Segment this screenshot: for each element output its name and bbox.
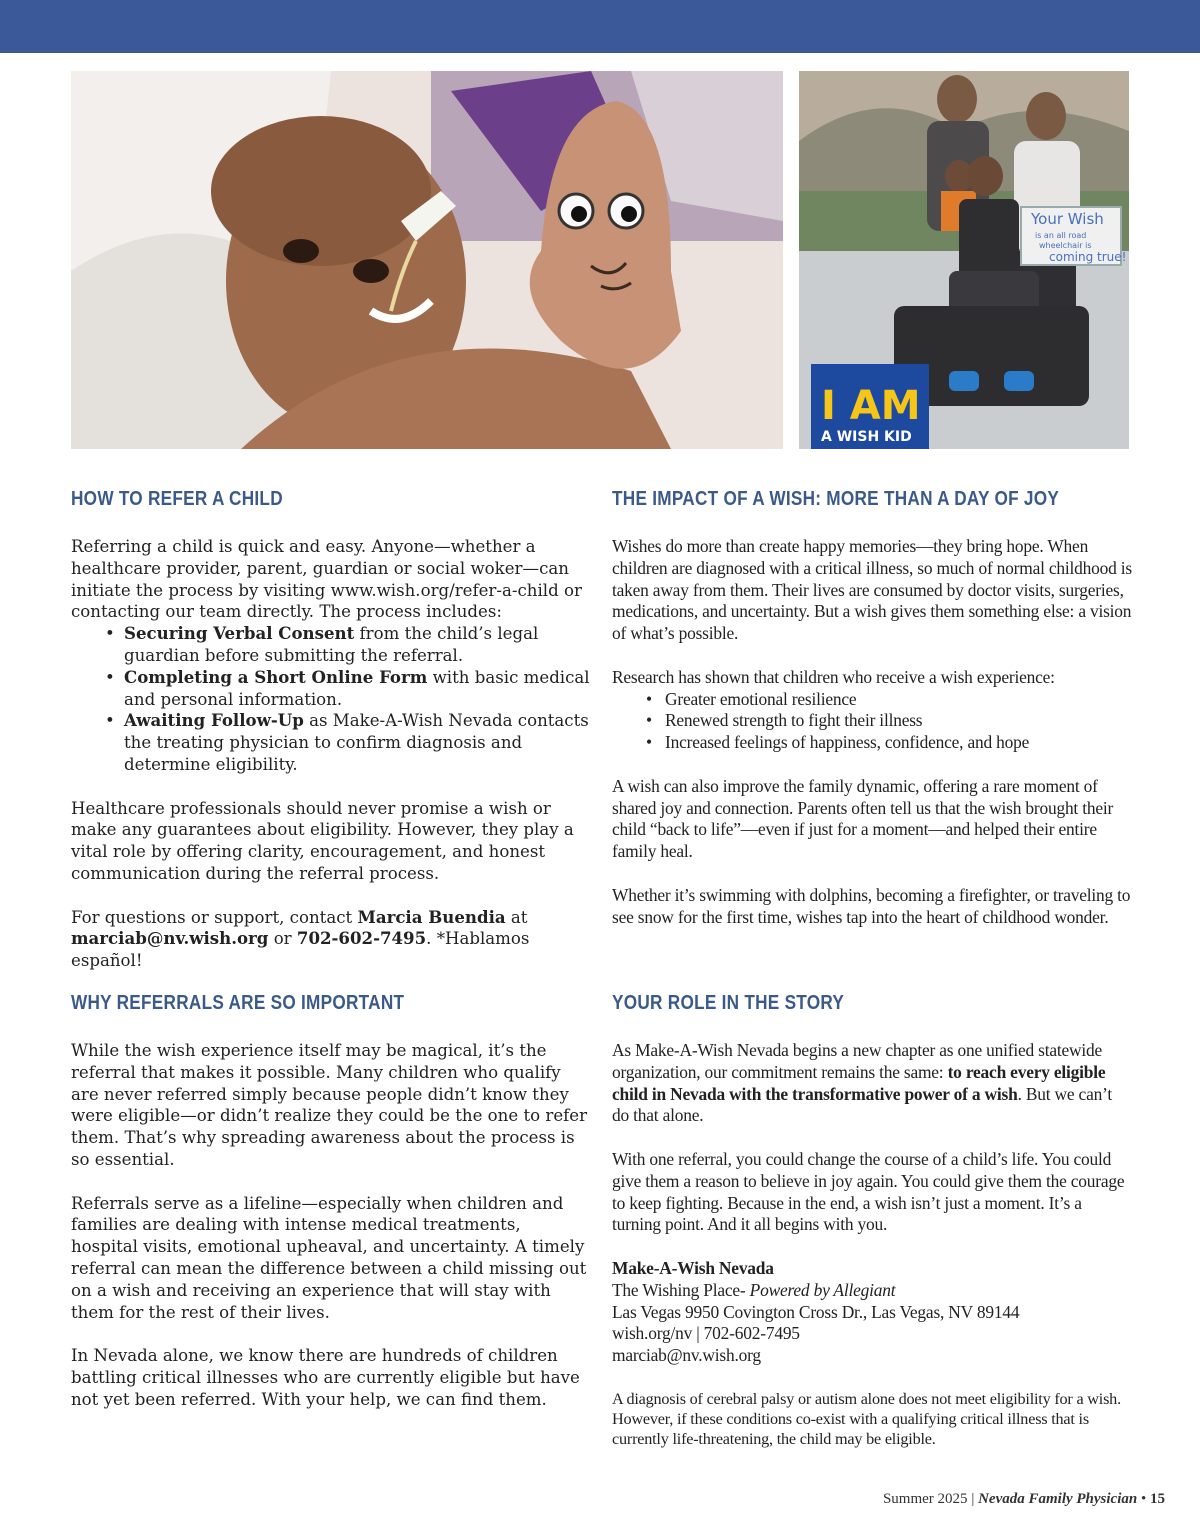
list-item: • Renewed strength to fight their illness (665, 710, 1132, 732)
how-to-refer-section (71, 536, 591, 972)
impact-para3: A wish can also improve the family dynamic, offering a rare moment of shared joy and connection. Parents often tell us that the wish brought their child “back to life”—even if just for a moment—and helped their entire family heal. (612, 775, 1114, 862)
role-section (612, 1040, 1132, 1449)
org-email[interactable]: marciab@nv.wish.org (612, 1345, 761, 1366)
org-address: Las Vegas 9950 Covington Cross Dr., Las Vegas, NV 89144 (612, 1301, 1020, 1322)
eligibility-note: A diagnosis of cerebral palsy or autism alone does not meet eligibility for a wish. However, if these conditions co-exist with a qualifying critical illness that is currently life-threatening, the child may be eligible. (612, 1389, 1121, 1448)
footer-season: Summer 2025 (882, 1491, 968, 1507)
list-item: • Awaiting Follow-Up as Make-A-Wish Nevada contacts the treating physician to confirm diagnosis and determine eligibility. (124, 710, 591, 775)
i-am-banner-small: A WISH KID (821, 429, 912, 445)
footer-publication: Nevada Family Physician (978, 1491, 1138, 1507)
list-item: • Securing Verbal Consent from the child’s legal guardian before submitting the referral. (124, 623, 591, 667)
why-referrals-section (71, 1040, 591, 1411)
org-web-phone[interactable]: wish.org/nv | 702-602-7495 (612, 1323, 800, 1344)
page-number: 15 (1150, 1491, 1165, 1507)
org-place: The Wishing Place- Powered by Allegiant (612, 1279, 896, 1300)
role-para2: With one referral, you could change the course of a child’s life. You could give them a reason to believe in joy again. You could give them the courage to keep fighting. Because in the end, a wish isn’t just a moment. It’s a turning point. And it all begins with you. (612, 1148, 1125, 1235)
family-wish-photo (799, 71, 1129, 449)
svg-text:wheelchair is: wheelchair is (1039, 241, 1092, 250)
impact-section (612, 536, 1132, 928)
contact-phone[interactable]: 702-602-7495 (296, 928, 427, 949)
why-referrals-para1: While the wish experience itself may be magical, it’s the referral that makes it possible. Many children who qualify are never referred simply because people didn’t know they were eligible—or didn’t realize they could be the one to refer them. That’s why spreading awareness about the process is so essential. (71, 1041, 588, 1169)
page-footer (883, 1491, 1165, 1508)
svg-text:Your Wish: Your Wish (1031, 210, 1104, 228)
how-to-refer-para2: Healthcare professionals should never promise a wish or make any guarantees about eligibility. However, they play a vital role by offering clarity, encouragement, and honest communication during the referral process. (71, 798, 574, 883)
role-title: YOUR ROLE IN THE STORY (612, 992, 845, 1014)
why-referrals-para2: Referrals serve as a lifeline—especially when children and families are dealing with intense medical treatments, hospital visits, emotional upheaval, and uncertainty. A timely referral can mean the difference between a child missing out on a wish and receiving an experience that will stay with them for the rest of their lives. (71, 1193, 587, 1322)
wish-benefits-list (612, 689, 1132, 754)
top-banner (0, 0, 1200, 53)
impact-research-lead: Research has shown that children who receive a wish experience: (612, 666, 1055, 687)
role-para1: As Make-A-Wish Nevada begins a new chapter as one unified statewide organization, our commitment remains the same: to reach every eligible child in Nevada with the transformative power of a wish. But we can’t do that alone. (612, 1040, 1112, 1126)
contact-name: Marcia Buendia (357, 906, 506, 927)
impact-para4: Whether it’s swimming with dolphins, becoming a firefighter, or traveling to see snow for the first time, wishes tap into the heart of childhood wonder. (612, 884, 1131, 927)
how-to-refer-title: HOW TO REFER A CHILD (71, 488, 283, 510)
how-to-refer-intro: Referring a child is quick and easy. Anyone—whether a healthcare provider, parent, guardian or social woker—can initiate the process by visiting www.wish.org/refer-a-child or contacting our team directly. The process includes: (71, 537, 582, 622)
list-item: • Completing a Short Online Form with basic medical and personal information. (124, 667, 591, 711)
list-item: • Greater emotional resilience (665, 689, 1132, 711)
contact-email-link[interactable]: marciab@nv.wish.org (71, 928, 269, 949)
footer-separator: | (971, 1491, 975, 1507)
contact-paragraph: For questions or support, contact Marcia Buendia at marciab@nv.wish.org or 702-602-7495. *Hablamos español! (71, 906, 530, 971)
referral-steps-list (71, 623, 591, 776)
impact-para1: Wishes do more than create happy memories—they bring hope. When children are diagnosed with a critical illness, so much of normal childhood is taken away from them. Their lives are consumed by doctor visits, surgeries, medications, and uncertainty. But a wish gives them something else: a vision of what’s possible. (612, 536, 1132, 644)
why-referrals-title: WHY REFERRALS ARE SO IMPORTANT (71, 992, 405, 1014)
svg-text:coming true!: coming true! (1049, 250, 1127, 264)
i-am-banner-big: I AM (821, 383, 921, 429)
org-name: Make-A-Wish Nevada (612, 1257, 774, 1278)
impact-title: THE IMPACT OF A WISH: MORE THAN A DAY OF JOY (612, 488, 1060, 510)
footer-bullet: • (1140, 1491, 1147, 1507)
why-referrals-para3: In Nevada alone, we know there are hundreds of children battling critical illnesses who are currently eligible but have not yet been referred. With your help, we can find them. (71, 1346, 580, 1409)
child-hospital-photo (71, 71, 783, 449)
svg-text:is an all road: is an all road (1035, 231, 1087, 240)
list-item: • Increased feelings of happiness, confidence, and hope (665, 732, 1132, 754)
